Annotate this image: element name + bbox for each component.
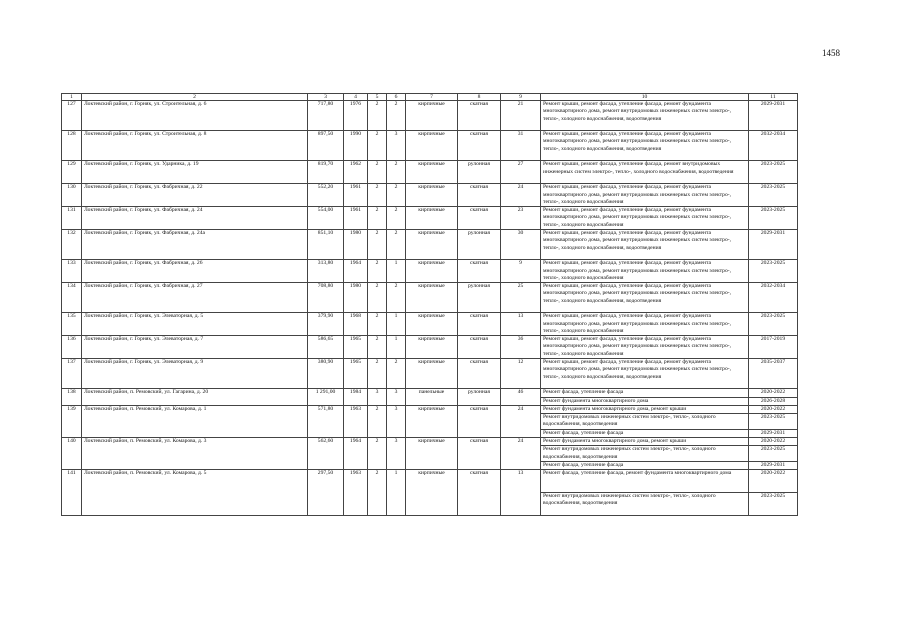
year-cell: 1964: [344, 438, 368, 470]
row-number-cell: 141: [62, 470, 82, 516]
roof-type-cell: скатная: [458, 359, 501, 389]
year-cell: 1961: [344, 184, 368, 207]
entrances-cell: 3: [387, 389, 406, 406]
floors-cell: 2: [368, 184, 387, 207]
wear-percent-cell: 36: [501, 336, 541, 359]
row-number-cell: 127: [62, 101, 82, 131]
wall-material-cell: кирпичные: [406, 470, 458, 516]
wear-percent-cell: 21: [501, 101, 541, 131]
works-cell: Ремонт крыши, ремонт фасада, утепление фасада, ремонт фундамента многоквартирного дома, ремонт внутридомовых инженерных систем электро-, тепло-, холодного водоснабжения, водоотведения: [541, 131, 749, 161]
address-cell: Локтевский район, г. Горняк, ул. Строительная, д. 8: [82, 131, 308, 161]
wall-material-cell: кирпичные: [406, 405, 458, 437]
row-number-cell: 129: [62, 161, 82, 184]
table-row: [62, 313, 798, 336]
period-cell: 2035-2037: [749, 359, 798, 389]
entrances-cell: 1: [387, 313, 406, 336]
area-cell: 897,50: [308, 131, 344, 161]
works-cell: Ремонт фундамента многоквартирного дома, ремонт крыши: [541, 405, 749, 413]
roof-type-cell: скатная: [458, 470, 501, 516]
works-cell: Ремонт фасада, утепление фасада: [541, 429, 749, 437]
works-cell: Ремонт фасада, утепление фасада, ремонт фундамента многоквартирного дома: [541, 470, 749, 493]
column-number: 3: [308, 94, 344, 101]
address-cell: Локтевский район, г. Горняк, ул. Фабричная, д. 27: [82, 283, 308, 313]
period-cell: 2023-2025: [749, 313, 798, 336]
table-header-row: [62, 94, 798, 101]
roof-type-cell: рулонная: [458, 283, 501, 313]
table-row: [62, 101, 798, 131]
table-row: [62, 230, 798, 260]
wear-percent-cell: 27: [501, 161, 541, 184]
roof-type-cell: рулонная: [458, 161, 501, 184]
row-number-cell: 138: [62, 389, 82, 406]
floors-cell: 2: [368, 131, 387, 161]
address-cell: Локтевский район, г. Горняк, ул. Фабричная, д. 26: [82, 260, 308, 283]
period-cell: 2020-2022: [749, 389, 798, 397]
address-cell: Локтевский район, п. Ремовский, ул. Комарова, д. 5: [82, 470, 308, 516]
wall-material-cell: кирпичные: [406, 359, 458, 389]
wall-material-cell: кирпичные: [406, 184, 458, 207]
floors-cell: 2: [368, 207, 387, 230]
period-cell: 2029-2031: [749, 230, 798, 260]
wall-material-cell: панельные: [406, 389, 458, 406]
entrances-cell: 2: [387, 207, 406, 230]
roof-type-cell: рулонная: [458, 230, 501, 260]
row-number-cell: 133: [62, 260, 82, 283]
period-cell: 2017-2019: [749, 336, 798, 359]
area-cell: 708,80: [308, 283, 344, 313]
wear-percent-cell: 9: [501, 260, 541, 283]
table-row: [62, 405, 798, 413]
page-number: 1458: [822, 48, 840, 58]
table-row: [62, 470, 798, 493]
period-cell: 2023-2025: [749, 260, 798, 283]
roof-type-cell: скатная: [458, 313, 501, 336]
column-number: 9: [501, 94, 541, 101]
year-cell: 1976: [344, 101, 368, 131]
period-cell: 2020-2022: [749, 470, 798, 493]
wear-percent-cell: 23: [501, 207, 541, 230]
column-number: 1: [62, 94, 82, 101]
wear-percent-cell: 13: [501, 470, 541, 516]
year-cell: 1968: [344, 313, 368, 336]
floors-cell: 2: [368, 313, 387, 336]
area-cell: 380,90: [308, 359, 344, 389]
column-number: 7: [406, 94, 458, 101]
area-cell: 819,70: [308, 161, 344, 184]
floors-cell: 2: [368, 260, 387, 283]
period-cell: 2023-2025: [749, 414, 798, 430]
area-cell: 562,60: [308, 438, 344, 470]
wear-percent-cell: 12: [501, 359, 541, 389]
roof-type-cell: скатная: [458, 101, 501, 131]
area-cell: 1 291,00: [308, 389, 344, 406]
entrances-cell: 2: [387, 184, 406, 207]
works-cell: Ремонт крыши, ремонт фасада, утепление фасада, ремонт фундамента многоквартирного дома, ремонт внутридомовых инженерных систем электро-, тепло-, холодного водоснабжения, водоотведения: [541, 359, 749, 389]
roof-type-cell: рулонная: [458, 389, 501, 406]
period-cell: 2026-2028: [749, 397, 798, 405]
entrances-cell: 1: [387, 260, 406, 283]
entrances-cell: 3: [387, 438, 406, 470]
works-cell: Ремонт крыши, ремонт фасада, утепление фасада, ремонт внутридомовых инженерных систем электро-, тепло-, холодного водоснабжения, водоотведения: [541, 161, 749, 184]
address-cell: Локтевский район, г. Горняк, ул. Строительная, д. 6: [82, 101, 308, 131]
year-cell: 1980: [344, 230, 368, 260]
table-row: [62, 131, 798, 161]
area-cell: 851,10: [308, 230, 344, 260]
wall-material-cell: кирпичные: [406, 131, 458, 161]
entrances-cell: 2: [387, 283, 406, 313]
row-number-cell: 136: [62, 336, 82, 359]
period-cell: 2023-2025: [749, 161, 798, 184]
floors-cell: 2: [368, 230, 387, 260]
wall-material-cell: кирпичные: [406, 313, 458, 336]
wear-percent-cell: 13: [501, 313, 541, 336]
works-cell: Ремонт фундамента многоквартирного дома: [541, 397, 749, 405]
period-cell: 2029-2031: [749, 461, 798, 469]
wall-material-cell: кирпичные: [406, 161, 458, 184]
address-cell: Локтевский район, г. Горняк, ул. Элеваторная, д. 7: [82, 336, 308, 359]
roof-type-cell: скатная: [458, 207, 501, 230]
wear-percent-cell: 31: [501, 131, 541, 161]
period-cell: 2023-2025: [749, 184, 798, 207]
column-number: 6: [387, 94, 406, 101]
works-cell: Ремонт крыши, ремонт фасада, утепление фасада, ремонт фундамента многоквартирного дома, ремонт внутридомовых инженерных систем электро-, тепло-, холодного водоснабжения: [541, 260, 749, 283]
year-cell: 1965: [344, 359, 368, 389]
year-cell: 1963: [344, 470, 368, 516]
period-cell: 2029-2031: [749, 101, 798, 131]
row-number-cell: 132: [62, 230, 82, 260]
floors-cell: 2: [368, 359, 387, 389]
area-cell: 552,20: [308, 184, 344, 207]
table-row: [62, 359, 798, 389]
entrances-cell: 1: [387, 336, 406, 359]
roof-type-cell: скатная: [458, 260, 501, 283]
roof-type-cell: скатная: [458, 438, 501, 470]
period-cell: 2023-2025: [749, 446, 798, 462]
wall-material-cell: кирпичные: [406, 283, 458, 313]
floors-cell: 2: [368, 283, 387, 313]
area-cell: 313,80: [308, 260, 344, 283]
table-row: [62, 207, 798, 230]
wear-percent-cell: 46: [501, 389, 541, 406]
wall-material-cell: кирпичные: [406, 101, 458, 131]
column-number: 10: [541, 94, 749, 101]
entrances-cell: 3: [387, 131, 406, 161]
works-cell: Ремонт фасада, утепление фасада: [541, 461, 749, 469]
wall-material-cell: кирпичные: [406, 230, 458, 260]
address-cell: Локтевский район, г. Горняк, ул. Фабричная, д. 24: [82, 207, 308, 230]
works-cell: Ремонт крыши, ремонт фасада, утепление фасада, ремонт фундамента многоквартирного дома, ремонт внутридомовых инженерных систем электро-, тепло-, холодного водоснабжения: [541, 184, 749, 207]
wall-material-cell: кирпичные: [406, 260, 458, 283]
floors-cell: 2: [368, 405, 387, 437]
year-cell: 1984: [344, 389, 368, 406]
entrances-cell: 1: [387, 470, 406, 516]
works-cell: Ремонт крыши, ремонт фасада, утепление фасада, ремонт фундамента многоквартирного дома, ремонт внутридомовых инженерных систем электро-, тепло-, холодного водоснабжения, водоотведения: [541, 283, 749, 313]
address-cell: Локтевский район, п. Ремовский, ул. Гагарина, д. 20: [82, 389, 308, 406]
wear-percent-cell: 24: [501, 405, 541, 437]
year-cell: 1963: [344, 405, 368, 437]
year-cell: 1990: [344, 131, 368, 161]
period-cell: 2032-2034: [749, 283, 798, 313]
period-cell: 2029-2031: [749, 429, 798, 437]
works-cell: Ремонт крыши, ремонт фасада, утепление фасада, ремонт фундамента многоквартирного дома, ремонт внутридомовых инженерных систем электро-, тепло-, холодного водоснабжения: [541, 336, 749, 359]
row-number-cell: 139: [62, 405, 82, 437]
floors-cell: 2: [368, 161, 387, 184]
table-row: [62, 161, 798, 184]
period-cell: 2023-2025: [749, 207, 798, 230]
address-cell: Локтевский район, г. Горняк, ул. Фабричная, д. 22: [82, 184, 308, 207]
area-cell: 554,00: [308, 207, 344, 230]
wall-material-cell: кирпичные: [406, 207, 458, 230]
table-row: [62, 336, 798, 359]
entrances-cell: 2: [387, 101, 406, 131]
table-row: [62, 260, 798, 283]
period-cell: 2032-2034: [749, 131, 798, 161]
floors-cell: 2: [368, 101, 387, 131]
works-cell: Ремонт внутридомовых инженерных систем электро-, тепло-, холодного водоснабжения, водоотведения: [541, 493, 749, 516]
roof-type-cell: скатная: [458, 184, 501, 207]
wear-percent-cell: 30: [501, 230, 541, 260]
address-cell: Локтевский район, п. Ремовский, ул. Комарова, д. 3: [82, 438, 308, 470]
row-number-cell: 140: [62, 438, 82, 470]
floors-cell: 3: [368, 389, 387, 406]
address-cell: Локтевский район, г. Горняк, ул. Ударника, д. 19: [82, 161, 308, 184]
wall-material-cell: кирпичные: [406, 438, 458, 470]
floors-cell: 2: [368, 336, 387, 359]
works-cell: Ремонт крыши, ремонт фасада, утепление фасада, ремонт фундамента многоквартирного дома, ремонт внутридомовых инженерных систем электро-, тепло-, холодного водоснабжения: [541, 313, 749, 336]
works-cell: Ремонт внутридомовых инженерных систем электро-, тепло-, холодного водоснабжения, водоотведения: [541, 446, 749, 462]
works-cell: Ремонт крыши, ремонт фасада, утепление фасада, ремонт фундамента многоквартирного дома, ремонт внутридомовых инженерных систем электро-, тепло-, холодного водоснабжения: [541, 207, 749, 230]
address-cell: Локтевский район, п. Ремовский, ул. Комарова, д. 1: [82, 405, 308, 437]
works-cell: Ремонт внутридомовых инженерных систем электро-, тепло-, холодного водоснабжения, водоотведения: [541, 414, 749, 430]
period-cell: 2023-2025: [749, 493, 798, 516]
address-cell: Локтевский район, г. Горняк, ул. Элеваторная, д. 9: [82, 359, 308, 389]
wear-percent-cell: 24: [501, 438, 541, 470]
area-cell: 571,80: [308, 405, 344, 437]
table-row: [62, 184, 798, 207]
entrances-cell: 2: [387, 359, 406, 389]
works-cell: Ремонт крыши, ремонт фасада, утепление фасада, ремонт фундамента многоквартирного дома, ремонт внутридомовых инженерных систем электро-, тепло-, холодного водоснабжения, водоотведения: [541, 101, 749, 131]
row-number-cell: 130: [62, 184, 82, 207]
works-cell: Ремонт фасада, утепление фасада: [541, 389, 749, 397]
column-number: 5: [368, 94, 387, 101]
table-row: [62, 438, 798, 446]
table-row: [62, 389, 798, 397]
registry-table: [61, 93, 798, 516]
column-number: 2: [82, 94, 308, 101]
address-cell: Локтевский район, г. Горняк, ул. Элеваторная, д. 5: [82, 313, 308, 336]
works-cell: Ремонт крыши, ремонт фасада, утепление фасада, ремонт фундамента многоквартирного дома, ремонт внутридомовых инженерных систем электро-, тепло-, холодного водоснабжения, водоотведения: [541, 230, 749, 260]
entrances-cell: 2: [387, 161, 406, 184]
row-number-cell: 135: [62, 313, 82, 336]
wear-percent-cell: 25: [501, 283, 541, 313]
column-number: 8: [458, 94, 501, 101]
wall-material-cell: кирпичные: [406, 336, 458, 359]
address-cell: Локтевский район, г. Горняк, ул. Фабричная, д. 24а: [82, 230, 308, 260]
row-number-cell: 134: [62, 283, 82, 313]
floors-cell: 2: [368, 470, 387, 516]
year-cell: 1964: [344, 260, 368, 283]
period-cell: 2020-2022: [749, 405, 798, 413]
period-cell: 2020-2022: [749, 438, 798, 446]
entrances-cell: 3: [387, 405, 406, 437]
year-cell: 1980: [344, 283, 368, 313]
row-number-cell: 128: [62, 131, 82, 161]
area-cell: 379,90: [308, 313, 344, 336]
year-cell: 1965: [344, 336, 368, 359]
entrances-cell: 2: [387, 230, 406, 260]
wear-percent-cell: 24: [501, 184, 541, 207]
roof-type-cell: скатная: [458, 131, 501, 161]
row-number-cell: 131: [62, 207, 82, 230]
column-number: 11: [749, 94, 798, 101]
table-row: [62, 283, 798, 313]
roof-type-cell: скатная: [458, 405, 501, 437]
row-number-cell: 137: [62, 359, 82, 389]
year-cell: 1962: [344, 161, 368, 184]
works-cell: Ремонт фундамента многоквартирного дома, ремонт крыши: [541, 438, 749, 446]
area-cell: 297,50: [308, 470, 344, 516]
year-cell: 1961: [344, 207, 368, 230]
area-cell: 586,65: [308, 336, 344, 359]
floors-cell: 2: [368, 438, 387, 470]
roof-type-cell: скатная: [458, 336, 501, 359]
area-cell: 717,80: [308, 101, 344, 131]
column-number: 4: [344, 94, 368, 101]
